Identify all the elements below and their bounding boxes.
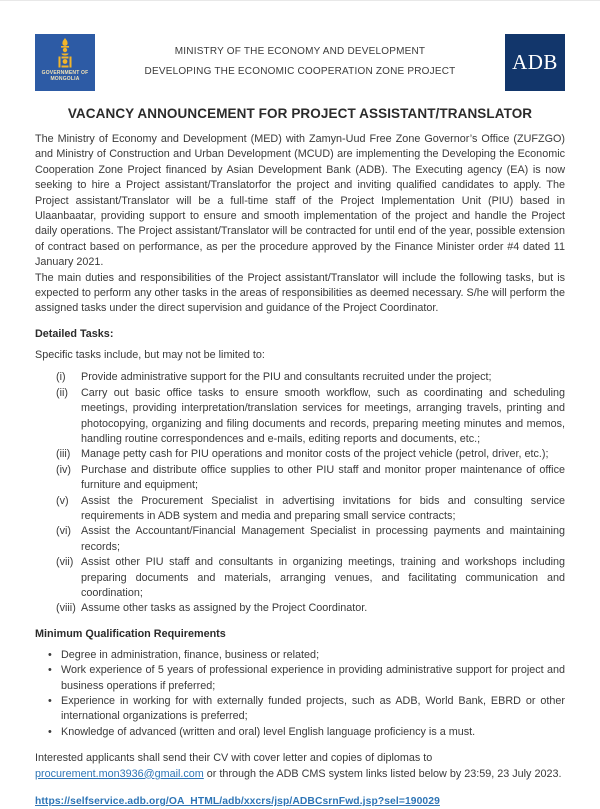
bullet-icon: • xyxy=(48,664,52,677)
page-title: VACANCY ANNOUNCEMENT FOR PROJECT ASSISTANT/TRANSLATOR xyxy=(67,106,533,121)
qualification-text: Work experience of 5 years of professional experience in providing administrative support for project and business operations if preferred; xyxy=(61,664,565,692)
application-instructions xyxy=(35,751,565,782)
task-item xyxy=(35,524,565,555)
task-item xyxy=(35,370,565,385)
adb-cms-url-link[interactable]: https://selfservice.adb.org/OA_HTML/adb/xxcrs/jsp/ADBCsrnFwd.jsp?sel=190029 xyxy=(35,796,440,808)
task-item xyxy=(35,447,565,462)
task-text: Assume other tasks as assigned by the Project Coordinator. xyxy=(81,602,368,615)
qualification-item xyxy=(35,663,565,694)
qualification-text: Experience in working for with externally funded projects, such as ADB, World Bank, EBRD or other international organizations is preferred; xyxy=(61,695,565,723)
task-item xyxy=(35,601,565,616)
intro-paragraph-2: The main duties and responsibilities of the Project assistant/Translator will include the following tasks, but is expected to perform any other tasks in the areas of responsibilities as deemed necessary. S/he will perform the assigned tasks under the direct supervision and guidance of the Project Coordinator. xyxy=(35,271,565,315)
task-number: (ii) xyxy=(56,386,68,399)
intro-section xyxy=(35,132,565,317)
qualification-item xyxy=(35,694,565,725)
task-text: Assist the Procurement Specialist in advertising invitations for bids and consulting service requirements in ADB system and media and preparing small service contracts; xyxy=(81,494,565,522)
adb-logo xyxy=(505,34,565,91)
vacancy-document xyxy=(0,33,600,809)
email-link-anchor[interactable]: procurement.mon3936@gmail.com xyxy=(35,767,204,780)
government-of-mongolia-logo xyxy=(35,34,95,91)
project-name: DEVELOPING THE ECONOMIC COOPERATION ZONE PROJECT xyxy=(144,66,456,77)
qualification-item xyxy=(35,725,565,740)
detailed-tasks-heading: Detailed Tasks: xyxy=(35,327,114,340)
qualifications-heading: Minimum Qualification Requirements xyxy=(35,627,226,640)
email-link xyxy=(35,768,204,780)
task-number: (iv) xyxy=(56,463,71,476)
tasks-list xyxy=(35,370,565,617)
soyombo-emblem-icon xyxy=(58,38,72,68)
tasks-intro: Specific tasks include, but may not be limited to: xyxy=(35,348,265,361)
government-logo-label: GOVERNMENT OF MONGOLIA xyxy=(41,69,89,82)
task-text: Assist the Accountant/Financial Management Specialist in processing payments and maintaining records; xyxy=(81,525,565,553)
qualification-text: Knowledge of advanced (written and oral) level English language proficiency is a must. xyxy=(61,725,476,738)
document-header xyxy=(35,33,565,91)
qualification-text: Degree in administration, finance, business or related; xyxy=(61,648,320,661)
apply-text-before-email: Interested applicants shall send their CV with cover letter and copies of diplomas to xyxy=(35,752,433,765)
task-number: (i) xyxy=(56,371,66,384)
ministry-header-text xyxy=(95,42,505,82)
task-item xyxy=(35,494,565,525)
task-number: (viii) xyxy=(56,602,76,615)
bullet-icon: • xyxy=(48,725,52,738)
task-number: (vi) xyxy=(56,525,71,538)
ministry-name: MINISTRY OF THE ECONOMY AND DEVELOPMENT xyxy=(174,46,426,57)
adb-logo-text: ADB xyxy=(512,49,558,74)
task-text: Purchase and distribute office supplies to other PIU staff and monitor proper maintenance of office furniture and equipment; xyxy=(81,463,565,492)
bullet-icon: • xyxy=(48,695,52,707)
intro-paragraph-1: The Ministry of Economy and Development (MED) with Zamyn-Uud Free Zone Governor’s Office (ZUFZGO) and Ministry of Construction and Urban Development (MCUD) are implementing the Developing the Economic Cooperation Zone Project financed by Asian Development Bank (ADB). The Executing agency (EA) is now seeking to hire a Project assistant/Translatorfor the project and inviting qualified candidates to apply. The Project assistant/Translator will be a full-time staff of the Project Implementation Unit (PIU) based in Ulaanbaatar, providing support to ensure and smooth implementation of the project and handle the Project daily operations. The Project assistant/Translator will be contracted for until end of the year, possible extension of contract based on performance, as per the procedure approved by the Finance Minister order #4 dated 11 January 2021. xyxy=(35,133,565,269)
task-text: Manage petty cash for PIU operations and monitor costs of the project vehicle (petrol, driver, etc.); xyxy=(81,448,549,461)
task-number: (vii) xyxy=(56,556,74,569)
application-url-row xyxy=(35,791,565,809)
task-text: Provide administrative support for the PIU and consultants recruited under the project; xyxy=(81,371,492,384)
qualification-item xyxy=(35,648,565,663)
task-number: (v) xyxy=(56,494,69,507)
qualifications-list xyxy=(35,648,565,740)
bullet-icon: • xyxy=(48,648,52,661)
task-item xyxy=(35,555,565,601)
task-item xyxy=(35,463,565,494)
task-item xyxy=(35,386,565,448)
apply-text-after-email: or through the ADB CMS system links listed below by 23:59, 23 July 2023. xyxy=(203,767,562,780)
task-text: Assist other PIU staff and consultants in organizing meetings, training and workshops including preparing documents and materials, arranging venues, and facilitating communication and coordination; xyxy=(81,556,565,599)
task-number: (iii) xyxy=(56,448,71,461)
task-text: Carry out basic office tasks to ensure smooth workflow, such as coordinating and scheduling meetings, providing interpretation/translation services for meetings, arranging travels, printing and photocopying, organizing and filing documents and records, preparing meeting minutes and memos, handling routine correspondences and e-mails, editing reports and documents, etc.; xyxy=(81,386,565,445)
